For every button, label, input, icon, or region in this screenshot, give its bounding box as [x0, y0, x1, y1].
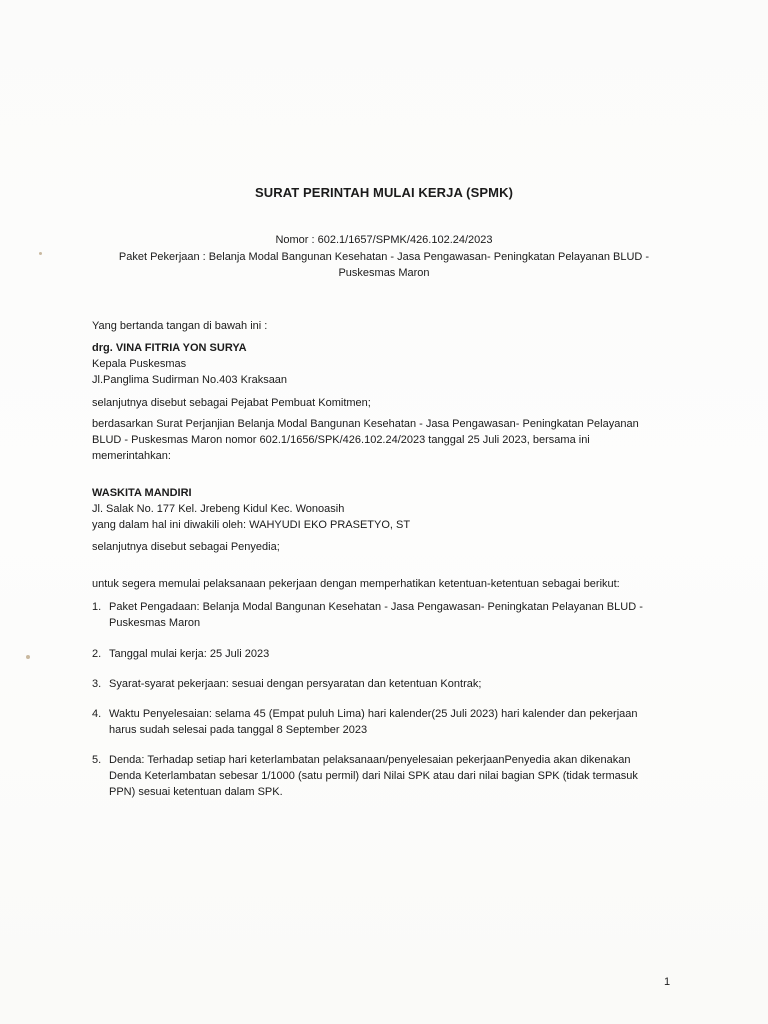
list-text: Denda: Terhadap setiap hari keterlambatan pelaksanaan/penyelesaian pekerjaanPenyedia akan dikenakan Denda Keterlambatan sebesar 1/1000 (satu permil) dari Nilai SPK atau dari nilai bagian SPK (tidak termasuk PPN) sesuai ketentuan dalam SPK.	[109, 754, 638, 798]
list-text: Tanggal mulai kerja: 25 Juli 2023	[109, 648, 270, 660]
package-line-1: Paket Pekerjaan : Belanja Modal Bangunan Kesehatan - Jasa Pengawasan- Peningkatan Pelayanan BLUD -	[118, 251, 650, 263]
list-text: Paket Pengadaan: Belanja Modal Bangunan Kesehatan - Jasa Pengawasan- Peningkatan Pelayanan BLUD - Puskesmas Maron	[109, 601, 643, 629]
list-number: 1.	[92, 601, 102, 613]
list-item	[92, 752, 662, 800]
signer-address: Jl.Panglima Sudirman No.403 Kraksaan	[92, 374, 288, 386]
signer-name: drg. VINA FITRIA YON SURYA	[92, 342, 247, 354]
package-line-2: Puskesmas Maron	[338, 267, 430, 279]
list-item	[92, 599, 662, 631]
document-title: SURAT PERINTAH MULAI KERJA (SPMK)	[255, 185, 513, 200]
document-number: Nomor : 602.1/1657/SPMK/426.102.24/2023	[275, 234, 493, 246]
list-item	[92, 706, 662, 738]
page-number: 1	[664, 976, 671, 988]
list-number: 5.	[92, 754, 102, 766]
basis-text: berdasarkan Surat Perjanjian Belanja Modal Bangunan Kesehatan - Jasa Pengawasan- Peningkatan Pelayanan BLUD - Puskesmas Maron nomor 602.1/1656/SPK/426.102.24/2023 tanggal 25 Juli 2023, bersama ini memerintahkan:	[92, 418, 639, 462]
penyedia-text: selanjutnya disebut sebagai Penyedia;	[92, 541, 280, 553]
list-number: 4.	[92, 708, 102, 720]
list-text: Waktu Penyelesaian: selama 45 (Empat puluh Lima) hari kalender(25 Juli 2023) hari kalender dan pekerjaan harus sudah selesai pada tanggal 8 September 2023	[109, 708, 638, 736]
list-text: Syarat-syarat pekerjaan: sesuai dengan persyaratan dan ketentuan Kontrak;	[109, 678, 482, 690]
signer-position: Kepala Puskesmas	[92, 358, 187, 370]
list-number: 2.	[92, 648, 102, 660]
list-number: 3.	[92, 678, 102, 690]
instruction-text: untuk segera memulai pelaksanaan pekerjaan dengan memperhatikan ketentuan-ketentuan sebagai berikut:	[92, 578, 620, 590]
list-item	[92, 676, 662, 692]
paper-speck	[26, 655, 30, 659]
provider-representative: yang dalam hal ini diwakili oleh: WAHYUDI EKO PRASETYO, ST	[92, 519, 411, 531]
intro-text: Yang bertanda tangan di bawah ini :	[92, 320, 268, 332]
list-item	[92, 646, 662, 662]
provider-name: WASKITA MANDIRI	[92, 487, 192, 499]
pejabat-text: selanjutnya disebut sebagai Pejabat Pembuat Komitmen;	[92, 397, 371, 409]
provider-address: Jl. Salak No. 177 Kel. Jrebeng Kidul Kec. Wonoasih	[92, 503, 345, 515]
